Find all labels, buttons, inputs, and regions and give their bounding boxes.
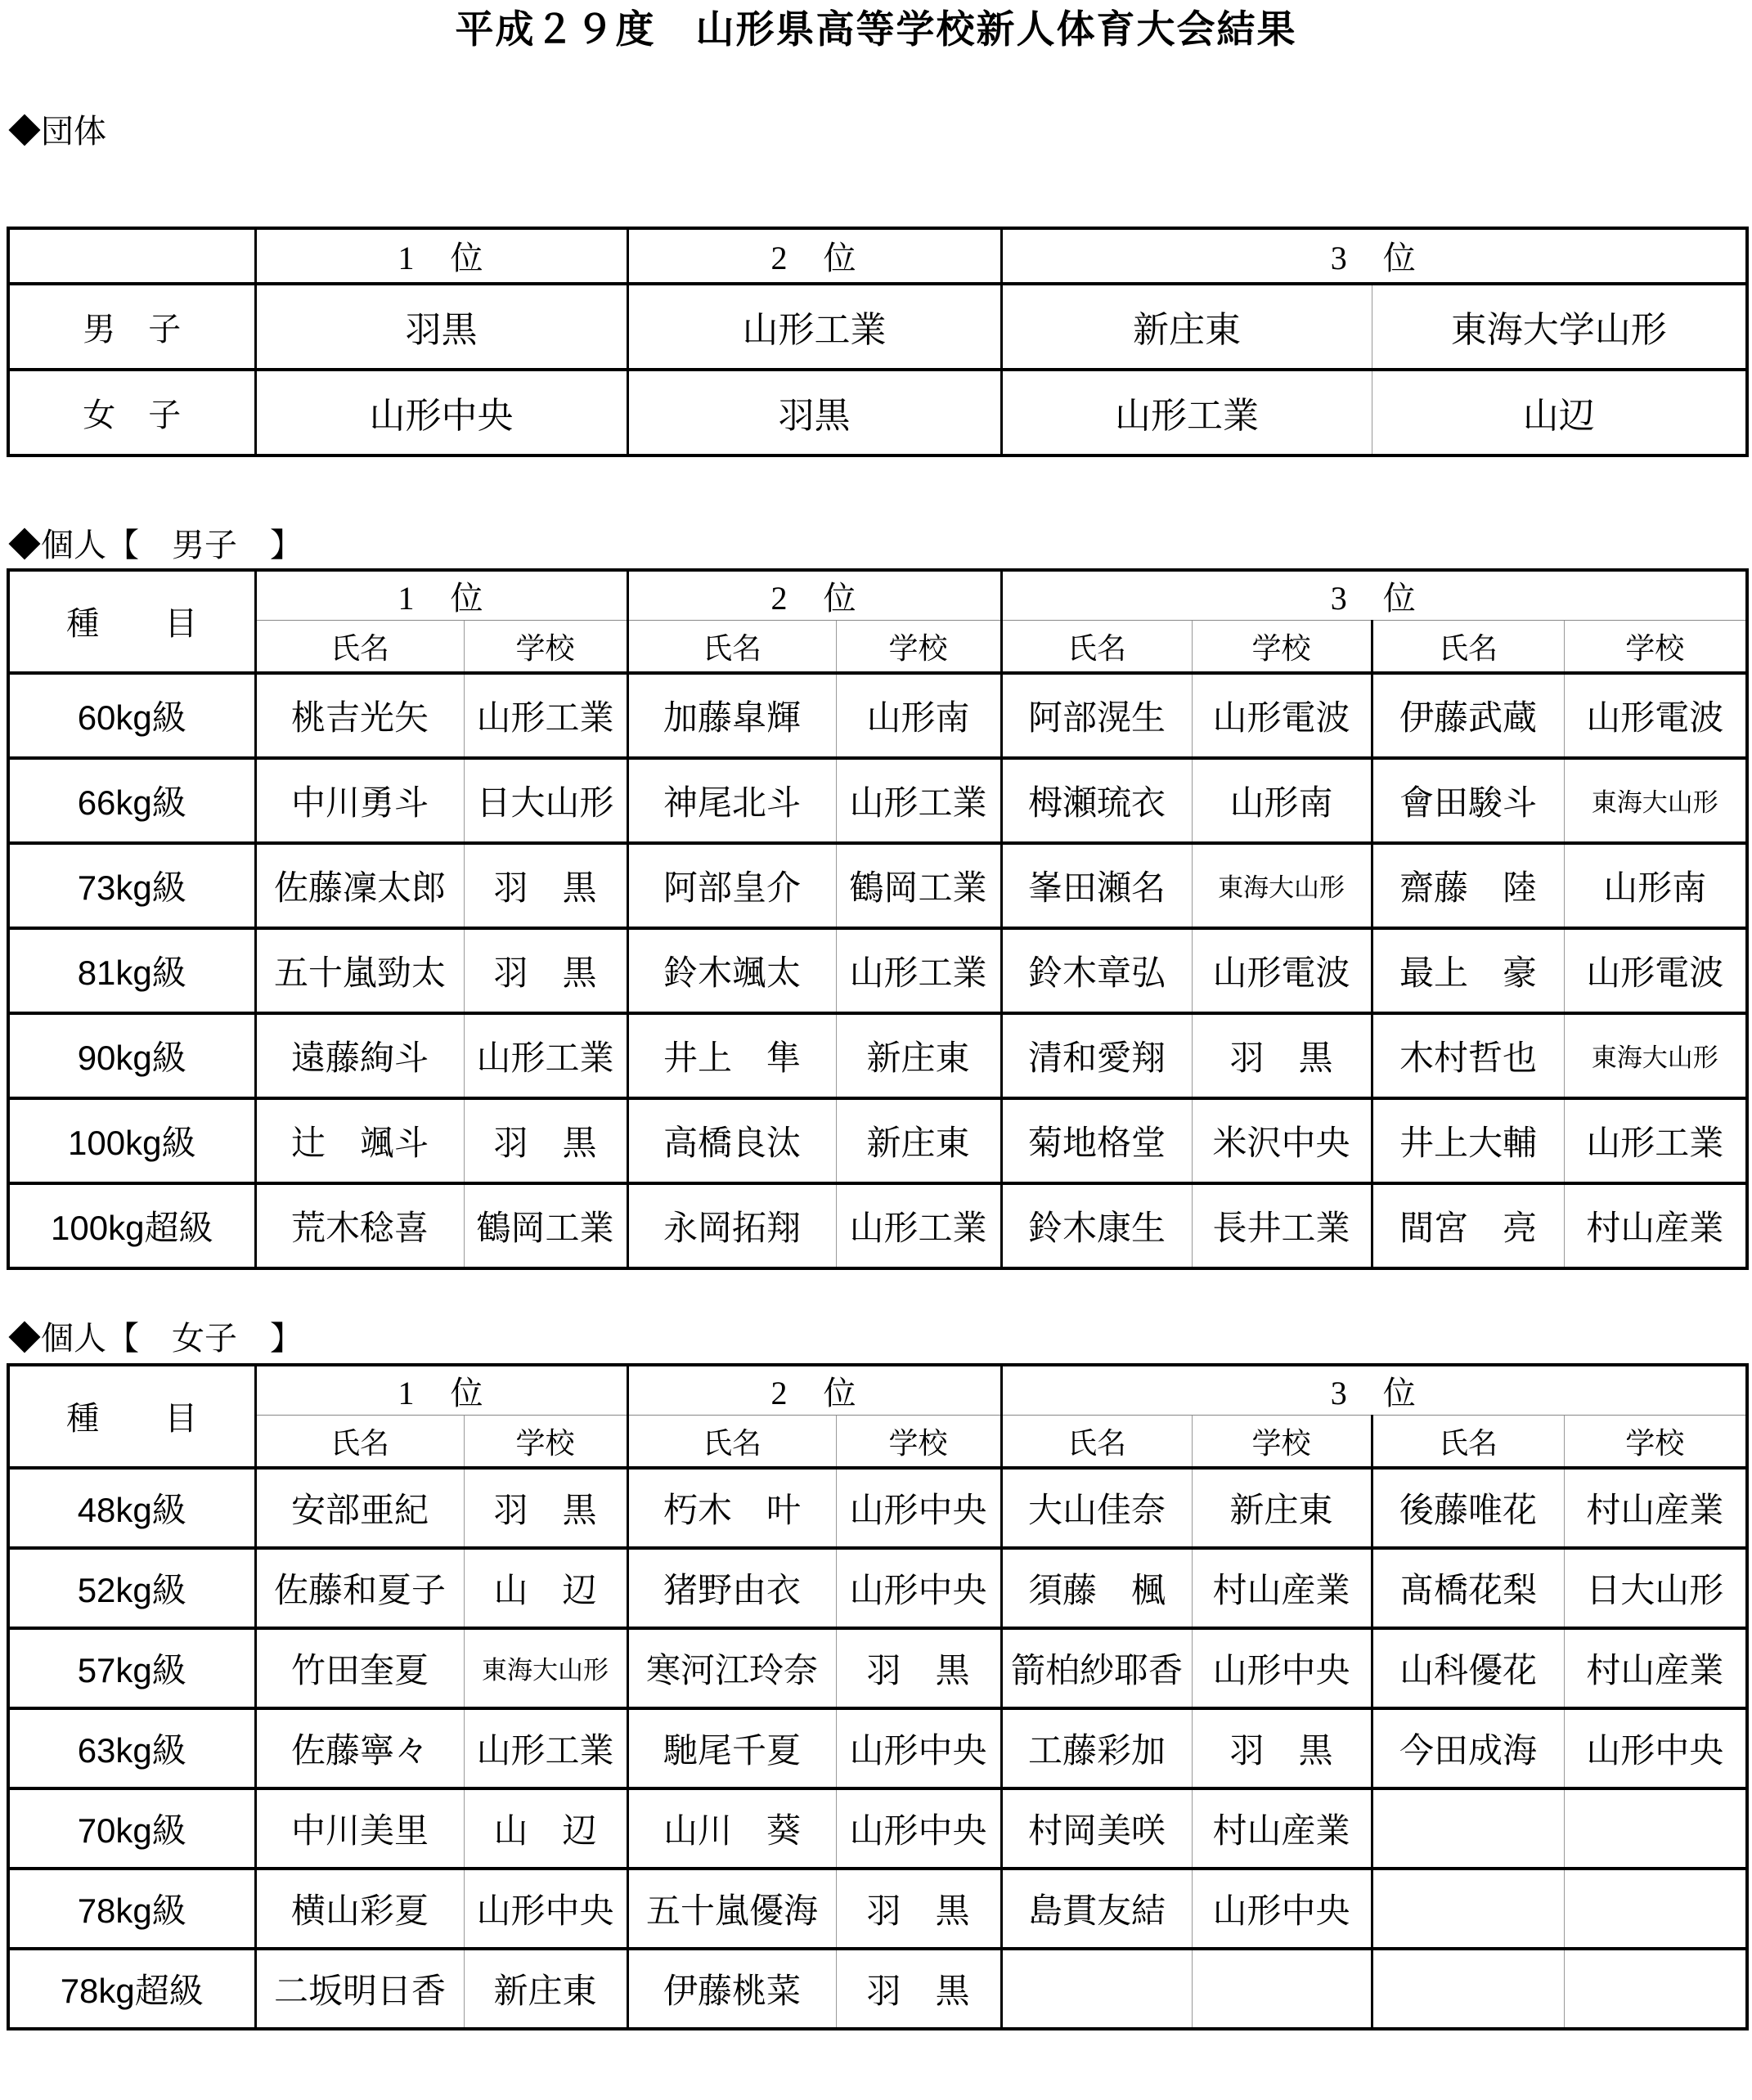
cell-school: 山形工業 [1001,370,1372,455]
cell-category: 90kg級 [8,1013,255,1098]
cell-name: 栂瀬琉衣 [1001,758,1192,843]
cell-school [1564,1949,1747,2029]
column-header-school: 学校 [836,1416,1001,1468]
cell-school: 新庄東 [836,1098,1001,1183]
cell-school: 羽 黒 [836,1949,1001,2029]
cell-school: 山形工業 [836,928,1001,1013]
cell-name: 齋藤 陸 [1372,843,1564,928]
rank-header-2: 2 位 [627,570,1001,621]
cell-name: 佐藤和夏子 [255,1548,464,1628]
cell-category: 100kg超級 [8,1183,255,1268]
cell-school: 山形電波 [1564,673,1747,758]
rank-header-3: 3 位 [1001,228,1747,284]
page-title: 平成２９度 山形県高等学校新人体育大会結果 [455,9,1297,52]
column-header-name: 氏名 [255,621,464,673]
rank-header-3: 3 位 [1001,1365,1747,1416]
cell-school: 山形中央 [464,1869,627,1949]
cell-name: 高橋良汰 [627,1098,836,1183]
cell-name: 井上 隼 [627,1013,836,1098]
cell-school: 山形工業 [836,758,1001,843]
table-row-women-over78kg [8,1949,1747,2029]
column-header-school: 学校 [1564,1416,1747,1468]
cell-school: 山形工業 [1564,1098,1747,1183]
cell-school: 山形中央 [255,370,627,455]
cell-name: 二坂明日香 [255,1949,464,2029]
cell-school [1564,1869,1747,1949]
cell-school: 新庄東 [464,1949,627,2029]
cell-school: 村山産業 [1564,1468,1747,1548]
table-row-men-66kg [8,758,1747,843]
cell-name: 阿部皇介 [627,843,836,928]
rank-header-2: 2 位 [627,228,1001,284]
table-row-women-52kg [8,1548,1747,1628]
rank-header-1: 1 位 [255,570,627,621]
cell-category: 52kg級 [8,1548,255,1628]
cell-name: 髙橋花梨 [1372,1548,1564,1628]
women-header-row-ranks [8,1365,1747,1416]
cell-school: 鶴岡工業 [464,1183,627,1268]
cell-school: 山形工業 [464,1708,627,1788]
cell-name: 阿部滉生 [1001,673,1192,758]
column-header-school: 学校 [1192,1416,1372,1468]
cell-school: 羽 黒 [1192,1013,1372,1098]
cell-name: 木村哲也 [1372,1013,1564,1098]
column-header-name: 氏名 [627,1416,836,1468]
cell-category: 48kg級 [8,1468,255,1548]
cell-name: 加藤皐輝 [627,673,836,758]
cell-name: 安部亜紀 [255,1468,464,1548]
cell-school: 山形南 [1192,758,1372,843]
cell-category: 60kg級 [8,673,255,758]
cell-school: 長井工業 [1192,1183,1372,1268]
cell-name: 箭柏紗耶香 [1001,1628,1192,1708]
table-row-team-girls [8,370,1747,455]
cell-name: 中川美里 [255,1788,464,1869]
cell-school: 米沢中央 [1192,1098,1372,1183]
cell-school: 山形中央 [1192,1628,1372,1708]
cell-category: 57kg級 [8,1628,255,1708]
table-row-women-63kg [8,1708,1747,1788]
table-row-men-81kg [8,928,1747,1013]
cell-school: 村山産業 [1564,1628,1747,1708]
cell-school: 羽 黒 [836,1628,1001,1708]
cell-name: 間宮 亮 [1372,1183,1564,1268]
cell-name [1372,1869,1564,1949]
cell-name: 辻 颯斗 [255,1098,464,1183]
cell-name: 遠藤絢斗 [255,1013,464,1098]
rank-header-1: 1 位 [255,1365,627,1416]
cell-school: 山形南 [836,673,1001,758]
column-header-school: 学校 [1192,621,1372,673]
cell-name: 五十嵐優海 [627,1869,836,1949]
cell-school: 村山産業 [1192,1788,1372,1869]
cell-name: 山科優花 [1372,1628,1564,1708]
cell-school: 羽 黒 [464,1098,627,1183]
cell-school: 羽 黒 [464,843,627,928]
cell-name: 後藤唯花 [1372,1468,1564,1548]
cell-name: 須藤 楓 [1001,1548,1192,1628]
cell-school: 東海大山形 [1564,758,1747,843]
cell-school: 山形電波 [1192,928,1372,1013]
cell-name: 菊地格堂 [1001,1098,1192,1183]
cell-school: 山形中央 [1192,1869,1372,1949]
cell-school: 山形電波 [1564,928,1747,1013]
cell-name: 馳尾千夏 [627,1708,836,1788]
cell-name [1001,1949,1192,2029]
cell-name: 桃吉光矢 [255,673,464,758]
women-header-row-sub [8,1416,1747,1468]
cell-category: 78kg超級 [8,1949,255,2029]
cell-name: 工藤彩加 [1001,1708,1192,1788]
cell-school: 東海大山形 [1564,1013,1747,1098]
cell-school: 羽黒 [627,370,1001,455]
cell-school: 山形中央 [836,1788,1001,1869]
column-header-category: 種 目 [8,1365,255,1468]
cell-school: 山形南 [1564,843,1747,928]
cell-name: 神尾北斗 [627,758,836,843]
cell-name [1372,1788,1564,1869]
table-row-men-73kg [8,843,1747,928]
cell-name: 山川 葵 [627,1788,836,1869]
men-header-row-ranks [8,570,1747,621]
cell-school: 羽 黒 [1192,1708,1372,1788]
row-label-girls: 女 子 [8,370,255,455]
cell-school: 日大山形 [464,758,627,843]
column-header-name: 氏名 [255,1416,464,1468]
cell-school: 羽黒 [255,284,627,370]
cell-name: 峯田瀬名 [1001,843,1192,928]
column-header-school: 学校 [836,621,1001,673]
table-row-women-78kg [8,1869,1747,1949]
column-header-school: 学校 [464,621,627,673]
row-label-boys: 男 子 [8,284,255,370]
section-heading-men-individual: ◆個人【 男子 】 [8,527,303,563]
column-header-name: 氏名 [1372,1416,1564,1468]
cell-category: 63kg級 [8,1708,255,1788]
women-individual-results-table [7,1363,1749,2030]
cell-name: 井上大輔 [1372,1098,1564,1183]
cell-name: 竹田奎夏 [255,1628,464,1708]
cell-school: 山形工業 [627,284,1001,370]
cell-school: 村山産業 [1192,1548,1372,1628]
cell-school: 村山産業 [1564,1183,1747,1268]
team-header-row [8,228,1747,284]
cell-name: 荒木稔喜 [255,1183,464,1268]
cell-category: 73kg級 [8,843,255,928]
cell-school: 山形工業 [464,1013,627,1098]
table-row-men-over100kg [8,1183,1747,1268]
cell-school: 東海大山形 [1192,843,1372,928]
cell-name: 寒河江玲奈 [627,1628,836,1708]
cell-school: 山形工業 [836,1183,1001,1268]
men-individual-results-table [7,568,1749,1270]
column-header-name: 氏名 [627,621,836,673]
cell-school: 羽 黒 [464,928,627,1013]
cell-category: 100kg級 [8,1098,255,1183]
cell-name: 大山佳奈 [1001,1468,1192,1548]
cell-name: 島貫友結 [1001,1869,1192,1949]
rank-header-3: 3 位 [1001,570,1747,621]
cell-school: 日大山形 [1564,1548,1747,1628]
cell-name: 今田成海 [1372,1708,1564,1788]
cell-school: 新庄東 [836,1013,1001,1098]
cell-name: 鈴木康生 [1001,1183,1192,1268]
column-header-name: 氏名 [1001,621,1192,673]
cell-school: 山辺 [1372,370,1747,455]
cell-name: 猪野由衣 [627,1548,836,1628]
section-heading-women-individual: ◆個人【 女子 】 [8,1320,303,1357]
table-row-men-60kg [8,673,1747,758]
cell-name: 永岡拓翔 [627,1183,836,1268]
cell-name: 佐藤寧々 [255,1708,464,1788]
cell-name: 村岡美咲 [1001,1788,1192,1869]
team-results-table [7,227,1749,457]
cell-name: 佐藤凜太郎 [255,843,464,928]
cell-category: 70kg級 [8,1788,255,1869]
cell-name: 會田駿斗 [1372,758,1564,843]
cell-name: 最上 豪 [1372,928,1564,1013]
column-header-name: 氏名 [1001,1416,1192,1468]
rank-header-2: 2 位 [627,1365,1001,1416]
cell-school: 東海大学山形 [1372,284,1747,370]
cell-school: 羽 黒 [836,1869,1001,1949]
cell-school: 鶴岡工業 [836,843,1001,928]
cell-name: 鈴木颯太 [627,928,836,1013]
cell-school: 山 辺 [464,1548,627,1628]
cell-name: 横山彩夏 [255,1869,464,1949]
table-row-men-100kg [8,1098,1747,1183]
cell-school [1192,1949,1372,2029]
cell-name: 五十嵐勁太 [255,928,464,1013]
table-row-women-70kg [8,1788,1747,1869]
cell-school: 新庄東 [1001,284,1372,370]
cell-school: 山形中央 [836,1548,1001,1628]
table-row-team-boys [8,284,1747,370]
cell-name: 清和愛翔 [1001,1013,1192,1098]
cell-category: 81kg級 [8,928,255,1013]
cell-school: 新庄東 [1192,1468,1372,1548]
cell-category: 66kg級 [8,758,255,843]
rank-header-1: 1 位 [255,228,627,284]
table-row-men-90kg [8,1013,1747,1098]
cell-name [1372,1949,1564,2029]
cell-school: 山形中央 [1564,1708,1747,1788]
table-row-women-57kg [8,1628,1747,1708]
cell-name: 中川勇斗 [255,758,464,843]
cell-school: 山 辺 [464,1788,627,1869]
cell-category: 78kg級 [8,1869,255,1949]
column-header-school: 学校 [464,1416,627,1468]
cell-name: 伊藤武蔵 [1372,673,1564,758]
cell-school: 東海大山形 [464,1628,627,1708]
blank-header-cell [8,228,255,284]
cell-school: 山形電波 [1192,673,1372,758]
cell-name: 伊藤桃菜 [627,1949,836,2029]
cell-school [1564,1788,1747,1869]
column-header-name: 氏名 [1372,621,1564,673]
cell-school: 山形中央 [836,1708,1001,1788]
men-header-row-sub [8,621,1747,673]
column-header-category: 種 目 [8,570,255,673]
section-heading-team: ◆団体 [8,113,106,150]
cell-school: 山形中央 [836,1468,1001,1548]
column-header-school: 学校 [1564,621,1747,673]
cell-school: 羽 黒 [464,1468,627,1548]
cell-name: 朽木 叶 [627,1468,836,1548]
cell-school: 山形工業 [464,673,627,758]
table-row-women-48kg [8,1468,1747,1548]
cell-name: 鈴木章弘 [1001,928,1192,1013]
